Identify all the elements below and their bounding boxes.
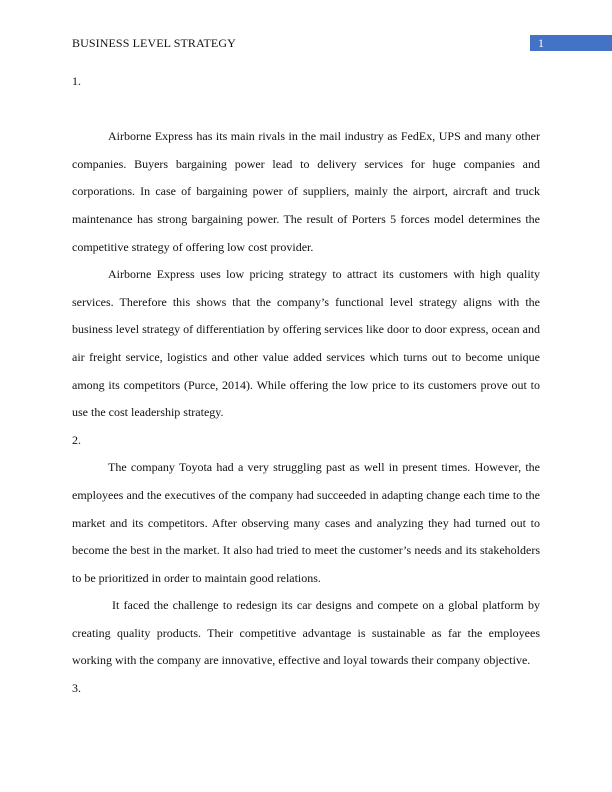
- paragraph: Airborne Express has its main rivals in the mail industry as FedEx, UPS and many other companies. Buyers bargaining power lead to delivery services for huge companies and corporations. In case of bargaining power of suppliers, mainly the airport, aircraft and truck maintenance has strong bargaining power. The result of Porters 5 forces model determines the competitive strategy of offering low cost provider.: [72, 129, 540, 254]
- page-number: 1: [538, 36, 544, 50]
- document-body: [72, 68, 540, 703]
- paragraph: Airborne Express uses low pricing strategy to attract its customers with high quality services. Therefore this shows that the company’s functional level strategy aligns with the business level strategy of differentiation by offering services like door to door express, ocean and air freight service, logistics and other value added services which turns out to become unique among its competitors (Purce, 2014). While offering the low price to its customers prove out to use the cost leadership strategy.: [72, 267, 540, 420]
- paragraph: It faced the challenge to redesign its car designs and compete on a global platform by creating quality products. Their competitive advantage is sustainable as far the employees working with the company are innovative, effective and loyal towards their company objective.: [72, 598, 540, 668]
- section-number-2: 2.: [72, 432, 81, 447]
- paragraph: The company Toyota had a very struggling past as well in present times. However, the employees and the executives of the company had succeeded in adapting change each time to the market and its competitors. After observing many cases and analyzing they had turned out to become the best in the market. It also had tried to meet the customer’s needs and its stakeholders to be prioritized in order to maintain good relations.: [72, 460, 540, 585]
- running-head: BUSINESS LEVEL STRATEGY: [72, 36, 236, 50]
- section-number-3: 3.: [72, 681, 81, 696]
- page-number-bar: [530, 35, 612, 51]
- section-number-1: 1.: [72, 74, 81, 88]
